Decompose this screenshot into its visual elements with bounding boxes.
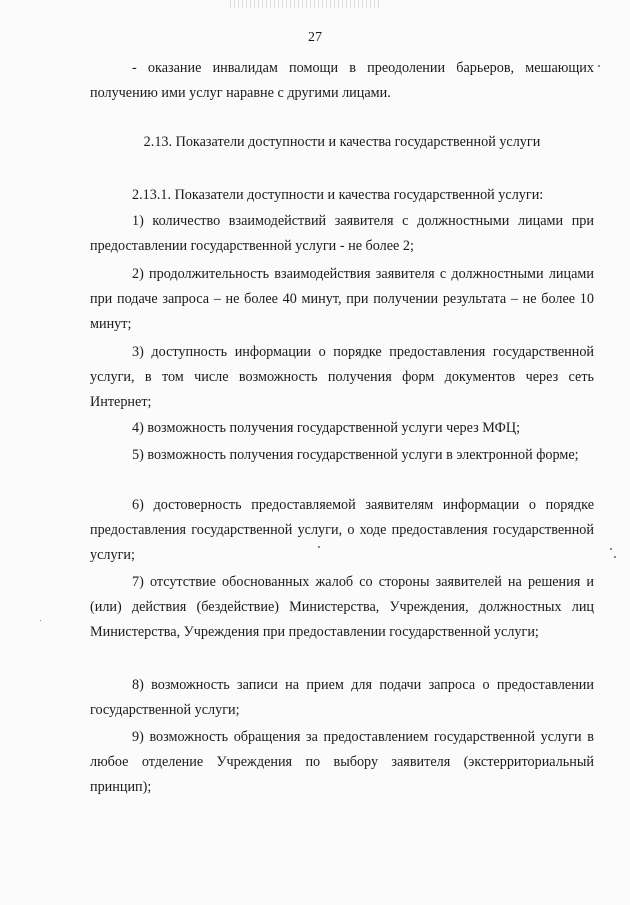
scan-speck <box>614 556 616 558</box>
list-item-3: 3) доступность информации о порядке предоставления государственной услуги, в том числе возможность получения форм документов через сеть Интернет; <box>90 344 594 410</box>
list-item-8: 8) возможность записи на прием для подачи запроса о предоставлении государственной услуги; <box>90 677 594 718</box>
list-item-9: 9) возможность обращения за предоставлением государственной услуги в любое отделение Учреждения по выбору заявителя (экстерриториальный принцип); <box>90 729 594 795</box>
scan-speck <box>40 620 41 621</box>
page-number: 27 <box>308 30 322 45</box>
paragraph-2-13-1: 2.13.1. Показатели доступности и качества государственной услуги: <box>132 187 544 203</box>
scan-artifact <box>230 0 380 8</box>
scan-speck <box>610 548 612 550</box>
section-heading: 2.13. Показатели доступности и качества государственной услуги <box>143 134 541 150</box>
list-item-7: 7) отсутствие обоснованных жалоб со стороны заявителей на решения и (или) действия (бездействие) Министерства, Учреждения, должностных лиц Министерства, Учреждения при предоставлении государственной услуги; <box>90 574 594 640</box>
scan-speck <box>598 65 600 67</box>
list-item-1: 1) количество взаимодействий заявителя с должностными лицами при предоставлении государственной услуги - не более 2; <box>90 213 594 254</box>
list-item-5: 5) возможность получения государственной услуги в электронной форме; <box>132 447 579 463</box>
list-item-6: 6) достоверность предоставляемой заявителям информации о порядке предоставления государственной услуги, о ходе предоставления государственной услуги; <box>90 497 594 563</box>
paragraph-intro: - оказание инвалидам помощи в преодолении барьеров, мешающих получению ими услуг наравне с другими лицами. <box>90 60 594 101</box>
list-item-4: 4) возможность получения государственной услуги через МФЦ; <box>132 420 521 436</box>
scan-speck <box>318 546 320 548</box>
list-item-2: 2) продолжительность взаимодействия заявителя с должностными лицами при подаче запроса – не более 40 минут, при получении результата – не более 10 минут; <box>90 266 594 332</box>
